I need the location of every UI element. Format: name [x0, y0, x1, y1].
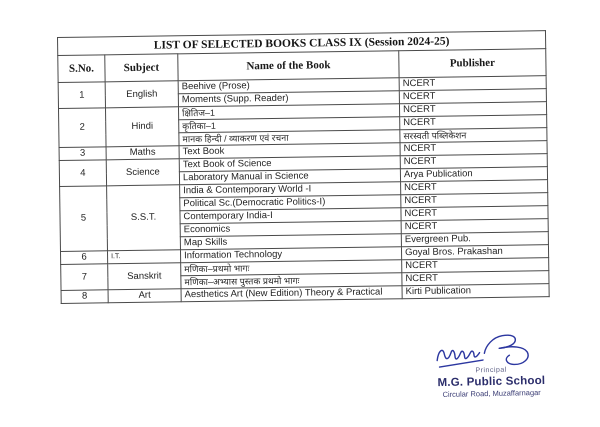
serial-number-cell: 3: [59, 147, 106, 161]
subject-cell: S.S.T.: [107, 185, 181, 251]
book-name-cell: मणिका–अभ्यास पुस्तक प्रथमो भागः: [181, 273, 402, 289]
publisher-cell: NCERT: [399, 89, 546, 104]
publisher-cell: NCERT: [401, 219, 548, 234]
principal-signature-block: [411, 326, 570, 400]
book-name-cell: Economics: [180, 221, 401, 237]
book-list-sheet: [57, 30, 549, 304]
publisher-cell: सरस्वती पब्लिकेशन: [400, 128, 547, 143]
serial-number-cell: 2: [58, 108, 106, 148]
book-name-cell: Text Book: [179, 143, 400, 159]
subject-cell: Sanskrit: [108, 263, 181, 290]
column-header-subject: Subject: [105, 54, 178, 82]
column-header-sno: S.No.: [58, 55, 105, 83]
subject-cell: I.T.: [107, 250, 180, 264]
serial-number-cell: 8: [61, 290, 108, 304]
column-header-book-name: Name of the Book: [178, 51, 399, 81]
book-name-cell: Text Book of Science: [179, 156, 400, 172]
book-name-cell: क्षितिज–1: [178, 104, 399, 120]
publisher-cell: NCERT: [401, 193, 548, 208]
subject-cell: English: [105, 81, 178, 108]
book-name-cell: Political Sc.(Democratic Politics-I): [180, 195, 401, 211]
publisher-cell: NCERT: [401, 180, 548, 195]
book-name-cell: मानक हिन्दी / व्याकरण एवं रचना: [179, 130, 400, 146]
book-name-cell: Aesthetics Art (New Edition) Theory & Practical: [181, 286, 402, 302]
book-name-cell: Moments (Supp. Reader): [178, 91, 399, 107]
column-header-publisher: Publisher: [399, 49, 546, 78]
subject-cell: Art: [108, 289, 181, 303]
page-title: LIST OF SELECTED BOOKS CLASS IX (Session 2024-25): [58, 31, 546, 56]
publisher-cell: Evergreen Pub.: [401, 232, 548, 247]
book-name-cell: कृतिका–1: [179, 117, 400, 133]
book-name-cell: India & Contemporary World -I: [180, 182, 401, 198]
serial-number-cell: 5: [60, 186, 108, 252]
book-name-cell: Contemporary India-I: [180, 208, 401, 224]
publisher-cell: Goyal Bros. Prakashan: [401, 245, 548, 260]
book-name-cell: Information Technology: [180, 247, 401, 263]
publisher-cell: NCERT: [402, 271, 549, 286]
school-name: M.G. Public School: [437, 374, 546, 390]
book-name-cell: Laboratory Manual in Science: [179, 169, 400, 185]
book-name-cell: मणिका–प्रथमो भागः: [181, 260, 402, 276]
principal-label: Principal: [475, 366, 507, 375]
publisher-cell: NCERT: [400, 141, 547, 156]
subject-cell: Science: [106, 159, 179, 186]
serial-number-cell: 7: [61, 264, 108, 291]
publisher-cell: NCERT: [399, 76, 546, 91]
publisher-cell: NCERT: [400, 115, 547, 130]
school-address: Circular Road, Muzaffarnagar: [442, 387, 541, 400]
selected-books-table: [57, 30, 550, 304]
book-name-cell: Beehive (Prose): [178, 78, 399, 94]
subject-cell: Maths: [106, 146, 179, 160]
serial-number-cell: 6: [60, 251, 107, 265]
publisher-cell: NCERT: [399, 102, 546, 117]
publisher-cell: NCERT: [400, 154, 547, 169]
serial-number-cell: 4: [59, 160, 106, 187]
serial-number-cell: 1: [58, 82, 105, 109]
publisher-cell: Kirti Publication: [402, 284, 549, 299]
publisher-cell: Arya Publication: [400, 167, 547, 182]
publisher-cell: NCERT: [401, 206, 548, 221]
book-name-cell: Map Skills: [180, 234, 401, 250]
publisher-cell: NCERT: [402, 258, 549, 273]
subject-cell: Hindi: [105, 107, 179, 147]
